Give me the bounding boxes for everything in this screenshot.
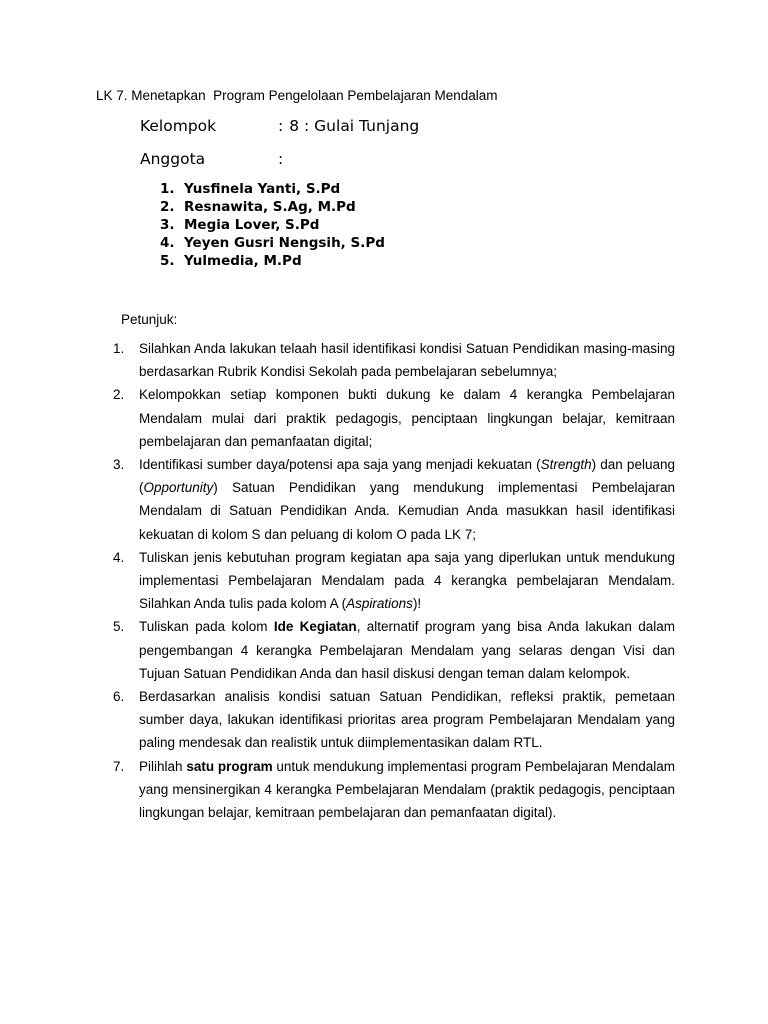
member-name: Resnawita, S.Ag, M.Pd (184, 199, 356, 215)
instruction-text: Silahkan Anda lakukan telaah hasil identifikasi kondisi Satuan Pendidikan masing-masing berdasarkan Rubrik Kondisi Sekolah pada pembelajaran sebelumnya; (139, 341, 675, 380)
member-number: 2. (160, 199, 175, 215)
instruction-number: 6. (113, 689, 125, 705)
instruction-number: 7. (113, 758, 125, 774)
member-number: 1. (160, 181, 175, 197)
group-row (140, 116, 419, 136)
members-header-row (140, 149, 289, 169)
ide-kegiatan-term: Ide Kegiatan (273, 619, 357, 635)
instruction-text: ) Satuan Pendidikan yang mendukung implementasi Pembelajaran Mendalam di Satuan Pendidikan Anda. Kemudian Anda masukkan hasil identifikasi kekuatan di kolom S dan peluang di kolom O pada LK 7; (139, 480, 675, 542)
member-item (160, 252, 385, 270)
group-colon: : (278, 117, 284, 135)
opportunity-term: Opportunity (143, 480, 214, 496)
instruction-item (113, 755, 675, 825)
instruction-item (113, 546, 675, 616)
instruction-item (113, 337, 675, 383)
instruction-item (113, 615, 675, 685)
member-item (160, 198, 385, 216)
document-title: LK 7. Menetapkan Program Pengelolaan Pembelajaran Mendalam (96, 88, 498, 103)
instructions-list (113, 337, 675, 824)
instructions-heading: Petunjuk: (121, 312, 178, 327)
member-name: Yusfinela Yanti, S.Pd (184, 181, 341, 197)
instruction-text: ) dan peluang ( (139, 457, 675, 496)
strength-term: Strength (540, 457, 592, 473)
satu-program-term: satu program (186, 758, 273, 774)
instruction-text: Tuliskan pada kolom (139, 619, 274, 635)
instruction-text: Berdasarkan analisis kondisi satuan Satuan Pendidikan, refleksi praktik, pemetaan sumber daya, lakukan identifikasi prioritas area program Pembelajaran Mendalam yang paling mendesak dan realistik untuk diimplementasikan dalam RTL. (139, 689, 675, 751)
member-item (160, 180, 385, 198)
instruction-text: Identifikasi sumber daya/potensi apa saja yang menjadi kekuatan ( (139, 457, 541, 473)
instruction-text: Kelompokkan setiap komponen bukti dukung ke dalam 4 kerangka Pembelajaran Mendalam mulai dari praktik pedagogis, penciptaan lingkungan belajar, kemitraan pembelajaran dan pemanfaatan digital; (139, 387, 675, 449)
group-value: 8 : Gulai Tunjang (289, 117, 420, 135)
instruction-text: Pilihlah (139, 758, 187, 774)
instruction-text: Tuliskan jenis kebutuhan program kegiatan apa saja yang diperlukan untuk mendukung implementasi Pembelajaran Mendalam pada 4 kerangka pembelajaran Mendalam. Silahkan Anda tulis pada kolom A ( (139, 549, 675, 612)
members-label: Anggota (140, 150, 206, 168)
member-number: 4. (160, 235, 175, 251)
member-name: Yulmedia, M.Pd (184, 253, 302, 269)
instruction-number: 1. (113, 341, 125, 356)
member-name: Yeyen Gusri Nengsih, S.Pd (184, 235, 385, 251)
members-list (160, 180, 385, 270)
group-label: Kelompok (140, 117, 217, 135)
member-number: 3. (160, 217, 175, 233)
member-item (160, 234, 385, 252)
instruction-item (113, 685, 675, 755)
members-colon: : (278, 150, 284, 168)
instruction-text: , alternatif program yang bisa Anda lakukan dalam pengembangan 4 kerangka Pembelajaran Mendalam yang selaras dengan Visi dan Tujuan Satuan Pendidikan Anda dan hasil diskusi dengan teman dalam kelompok. (139, 619, 675, 681)
instruction-number: 2. (113, 387, 125, 403)
instruction-item (113, 453, 675, 546)
instruction-item (113, 383, 675, 453)
instruction-number: 4. (113, 549, 125, 565)
instruction-number: 5. (113, 619, 125, 635)
member-number: 5. (160, 253, 175, 269)
member-name: Megia Lover, S.Pd (184, 217, 320, 233)
aspirations-term: Aspirations (346, 596, 413, 612)
instruction-number: 3. (113, 457, 125, 473)
instruction-text: untuk mendukung implementasi program Pembelajaran Mendalam yang mensinergikan 4 kerangka Pembelajaran Mendalam (praktik pedagogis, penciptaan lingkungan belajar, kemitraan pembelajaran dan pemanfaatan digital). (139, 758, 675, 821)
member-item (160, 216, 385, 234)
instruction-text: )! (412, 596, 422, 612)
